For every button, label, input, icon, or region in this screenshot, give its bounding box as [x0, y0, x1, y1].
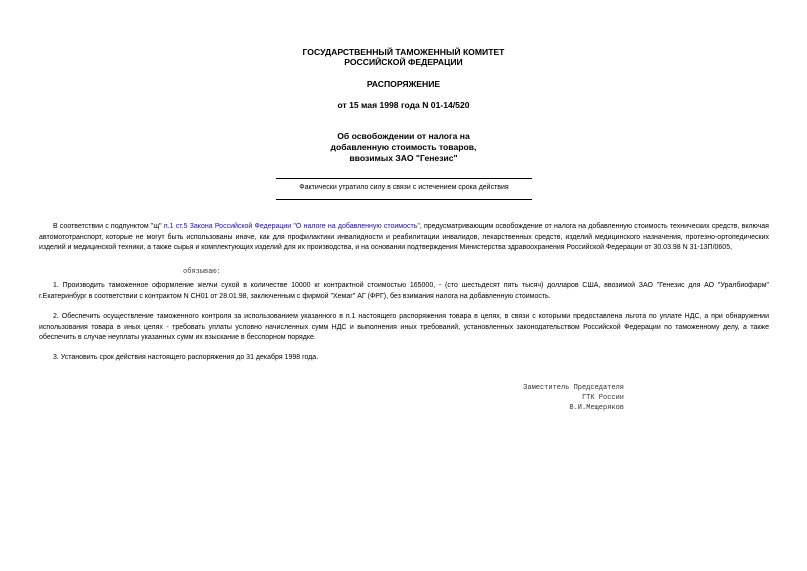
signatory-position-line1: Заместитель Председателя: [523, 384, 624, 392]
document-subject-line2: добавленную стоимость товаров,: [330, 142, 477, 152]
authority-title-line2: РОССИЙСКОЙ ФЕДЕРАЦИИ: [344, 57, 463, 67]
notice-top-rule: [276, 178, 532, 179]
status-notice: Фактически утратило силу в связи с истечением срока действия: [299, 184, 509, 191]
signatory-name: В.И.Мещеряков: [569, 404, 624, 412]
law-reference-link[interactable]: п.1 ст.5 Закона Российской Федерации "О налоге на добавленную стоимость": [163, 223, 420, 230]
item-2-paragraph: 2. Обеспечить осуществление таможенного контроля за использованием указанного в п.1 настоящего распоряжения товара в целях, в связи с которыми предоставлена льгота по уплате НДС, а при обнаружении использования товара в иных целях - требовать уплаты условно начисленных сумм НДС и выполнения иных требований, установленных законодательством Российской Федерации по таможенному делу, а также обеспечить в случае неуплаты указанных сумм их взыскание в бесспорном порядке.: [39, 313, 769, 341]
obligation-word: обязываю:: [183, 268, 221, 276]
signatory-position-line2: ГТК России: [581, 394, 624, 402]
document-subject-line1: Об освобождении от налога на: [337, 131, 470, 141]
document-subject-line3: ввозимых ЗАО "Генезис": [349, 153, 458, 163]
document-date-number: от 15 мая 1998 года N 01-14/520: [337, 100, 470, 110]
preamble-paragraph: [39, 222, 769, 254]
item-3-paragraph: 3. Установить срок действия настоящего распоряжения до 31 декабря 1998 года.: [53, 354, 319, 361]
document-type: РАСПОРЯЖЕНИЕ: [366, 79, 441, 89]
preamble-text-after: , предусматривающим освобождение от налога на добавленную стоимость технических средств, включая автомототранспорт, которые не могут быть использованы иначе, как для профилактики инвалидности и реабилитации инвалидов, лекарственных средств, изделий медицинского назначения, протезно-ортопедических изделий и медицинской техники, а также сырья и комплектующих изделий для их производства, и на основании подтверждения Министерства здравоохранения Российской Федерации от 30.03.98 N 31-13П/0605,: [39, 223, 769, 251]
item-1-paragraph: 1. Производить таможенное оформление желчи сухой в количестве 10000 кг контрактной стоимостью 165000, - (сто шестьдесят пять тысяч) долларов США, ввозимой ЗАО "Генезис для АО "Уралбиофарм" г.Екатеринбург в соответствии с контрактом N CH01 от 28.01.98, заключенным с фирмой "Хемаг" АГ (ФРГ), без взимания налога на добавленную стоимость.: [39, 282, 769, 300]
preamble-text-before: В соответствии с подпунктом "щ": [53, 223, 164, 230]
notice-bottom-rule: [276, 199, 532, 200]
authority-title-line1: ГОСУДАРСТВЕННЫЙ ТАМОЖЕННЫЙ КОМИТЕТ: [302, 47, 505, 57]
